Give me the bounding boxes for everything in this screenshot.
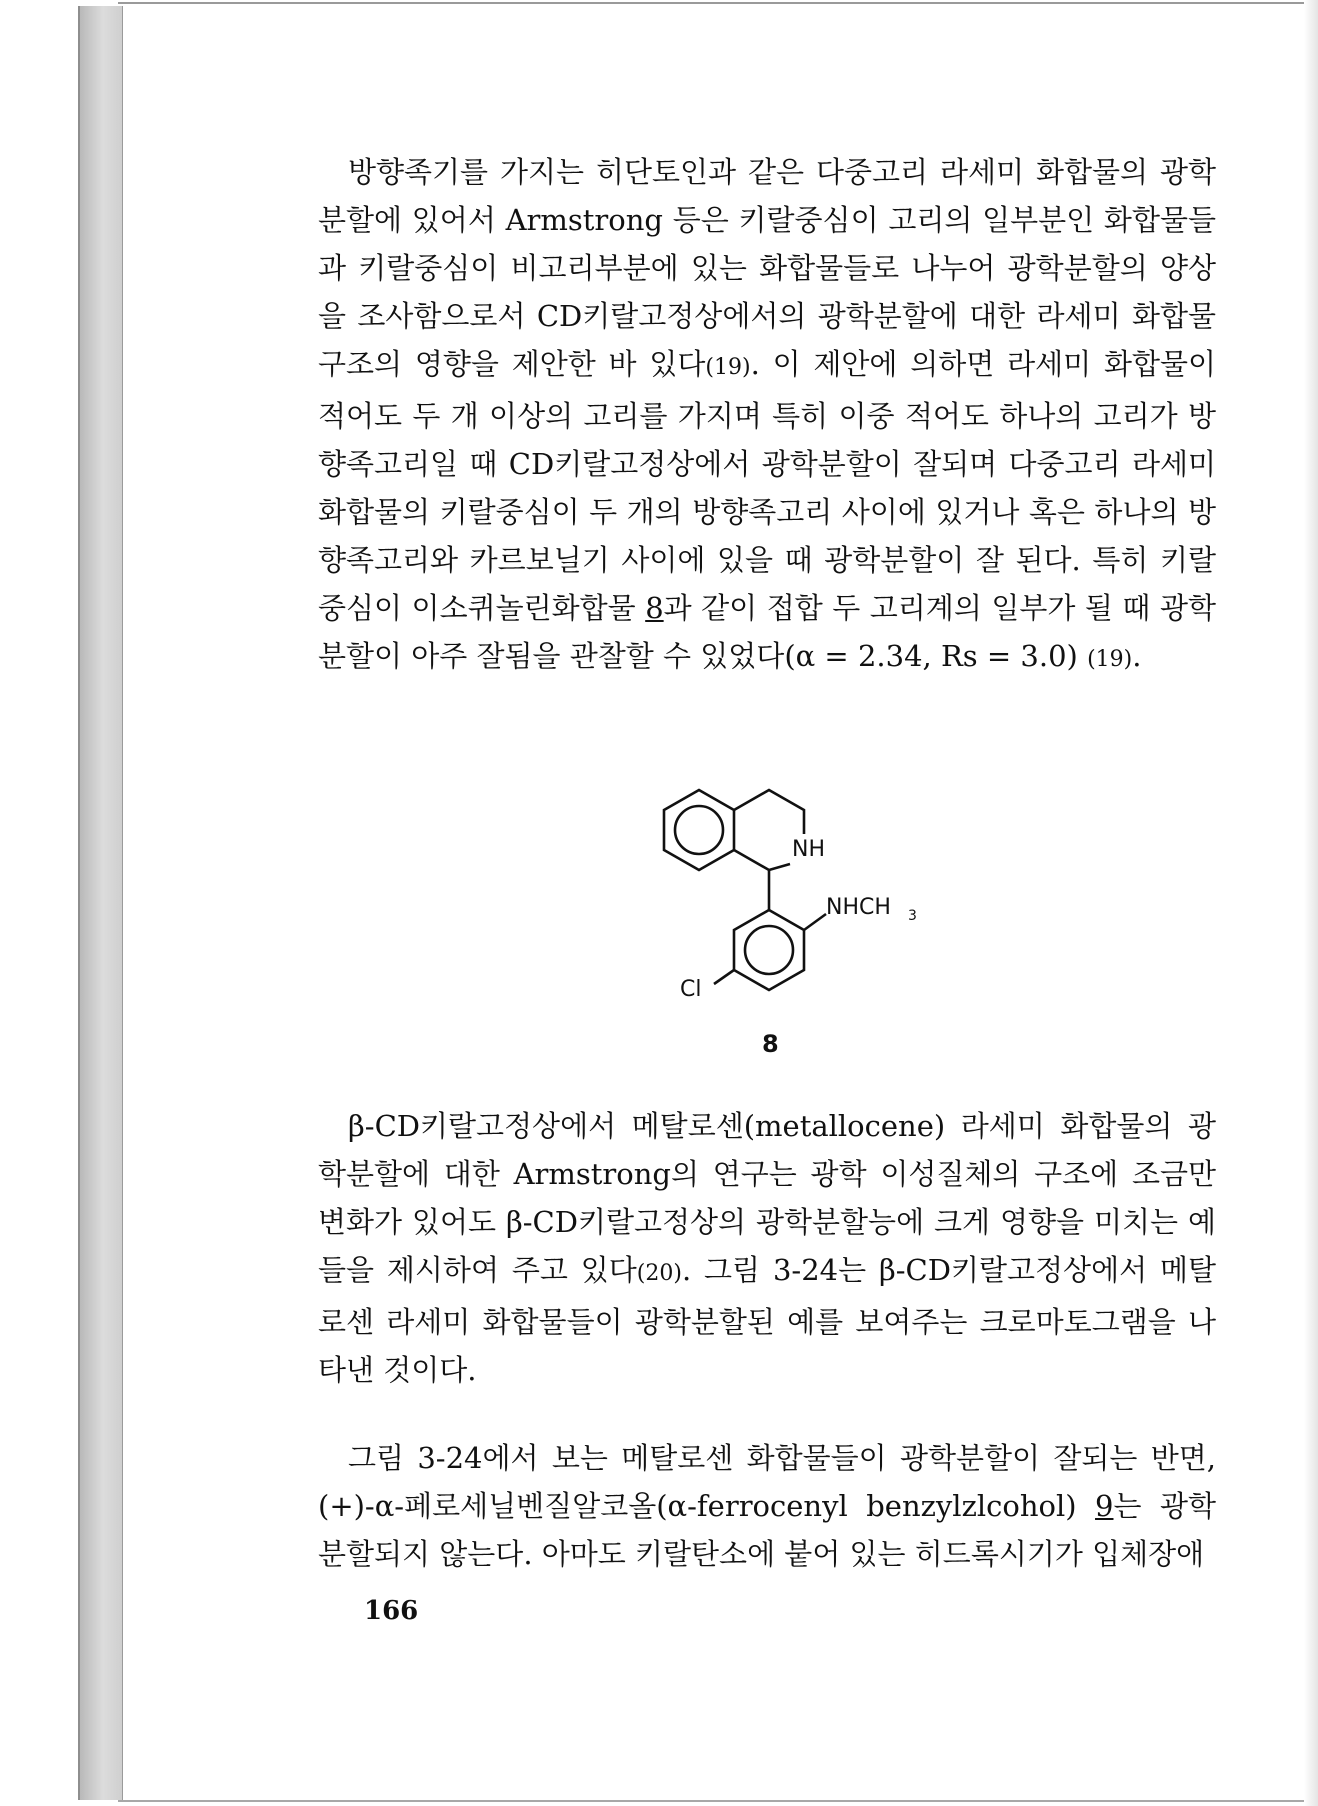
- chemical-structure-figure: [640, 770, 940, 1070]
- aromatic-circle-lower: [745, 926, 793, 974]
- paragraph-1: [318, 148, 1216, 684]
- label-nhch3: NHCH: [826, 895, 891, 920]
- paragraph-3: [318, 1434, 1216, 1578]
- citation-19-b: (19): [1087, 647, 1133, 672]
- page-right-shadow: [1304, 0, 1318, 1806]
- page-number: 166: [364, 1596, 419, 1626]
- page-top-border: [118, 2, 1310, 4]
- para1-text-2: . 이 제안에 의하면 라세미 화합물이 적어도 두 개 이상의 고리를 가지며 특히 이중 적어도 하나의 고리가 방향족고리일 때 CD키랄고정상에서 광학분할이 잘되며 다중고리 라세미 화합물의 키랄중심이 두 개의 방향족고리 사이에 있거나 혹은 하나의 방향족고리와 카르보닐기 사이에 있을 때 광학분할이 잘 된다. 특히 키랄중심이 이소퀴놀린화합물: [318, 347, 1216, 625]
- label-nh: NH: [792, 837, 825, 862]
- paragraph-2: [318, 1102, 1216, 1394]
- para1-end: .: [1132, 639, 1142, 673]
- compound-ref-8: 8: [645, 591, 664, 625]
- saturated-ring-top: [734, 790, 804, 834]
- cl-bond: [714, 970, 734, 984]
- label-subscript-3: 3: [908, 908, 917, 924]
- para1-text: 방향족기를 가지는 히단토인과 같은 다중고리 라세미 화합물의 광학분할에 있어서 Armstrong 등은 키랄중심이 고리의 일부분인 화합물들과 키랄중심이 비고리부분에 있는 화합물들로 나누어 광학분할의 양상을 조사함으로서 CD키랄고정상에서의 광학분할에 대한 라세미 화합물 구조의 영향을 제안한 바 있다: [318, 155, 1216, 381]
- para3-text-2: 는 광학분할되지 않는다. 아마도 키랄탄소에 붙어 있는 히드록시기가 입체장애: [318, 1489, 1216, 1571]
- nhch3-bond: [804, 914, 826, 930]
- aromatic-circle-left: [675, 806, 723, 854]
- citation-20: (20): [636, 1261, 682, 1286]
- para2-text-2: . 그림 3-24는 β-CD키랄고정상에서 메탈로센 라세미 화합물들이 광학분할된 예를 보여주는 크로마토그램을 나타낸 것이다.: [318, 1253, 1217, 1387]
- para3-text: 그림 3-24에서 보는 메탈로센 화합물들이 광학분할이 잘되는 반면, (+)-α-페로세닐벤질알코올(α-ferrocenyl benzylzlcohol): [318, 1441, 1216, 1523]
- saturated-ring-bottom: [734, 850, 790, 870]
- book-page-edge: [78, 6, 123, 1800]
- citation-19: (19): [705, 355, 751, 380]
- isoquinoline-structure: [640, 770, 940, 1070]
- para1-text-3: 과 같이 접합 두 고리계의 일부가 될 때 광학분할이 아주 잘됨을 관찰할 수 있었다: [318, 591, 1216, 673]
- separation-values: (α = 2.34, Rs = 3.0): [784, 639, 1078, 673]
- compound-number-8: 8: [762, 1030, 779, 1058]
- label-cl: Cl: [680, 977, 702, 1002]
- para2-text: β-CD키랄고정상에서 메탈로센(metallocene) 라세미 화합물의 광학분할에 대한 Armstrong의 연구는 광학 이성질체의 구조에 조금만 변화가 있어도 β-CD키랄고정상의 광학분할능에 크게 영향을 미치는 예들을 제시하여 주고 있다: [318, 1109, 1216, 1287]
- page-bottom-border: [118, 1800, 1310, 1802]
- compound-ref-9: 9: [1095, 1489, 1114, 1523]
